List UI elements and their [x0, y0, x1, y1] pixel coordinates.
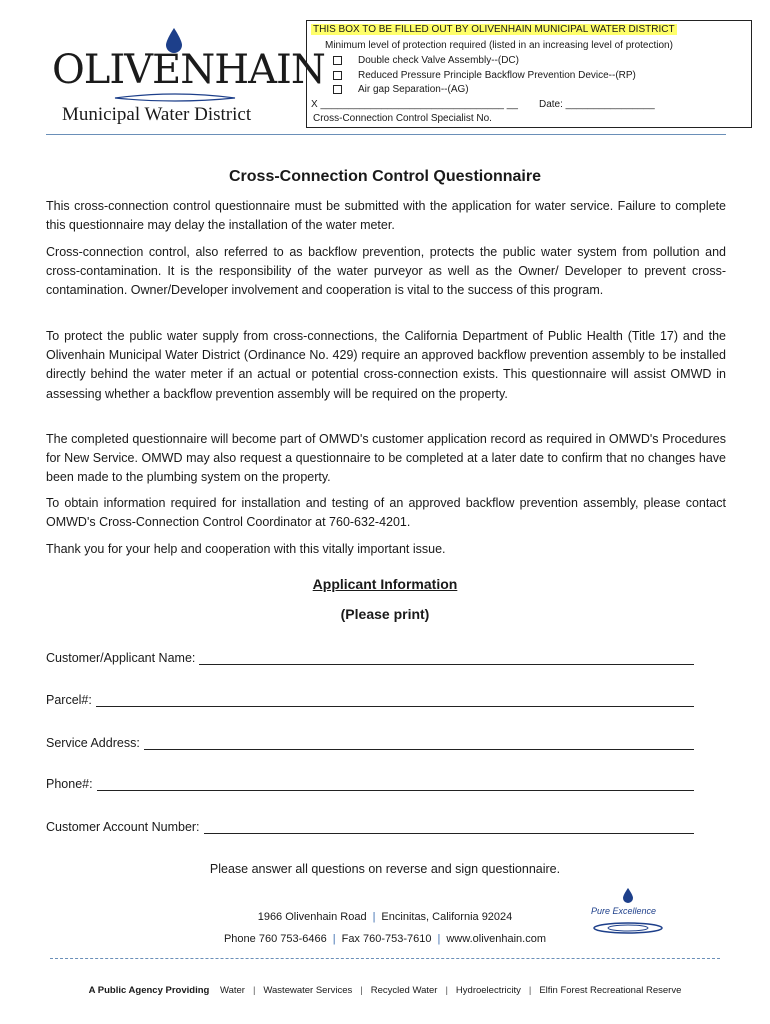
logo-name: OLIVENHAIN [52, 47, 325, 93]
district-logo [52, 28, 325, 133]
parcel-label: Parcel#: [46, 693, 92, 707]
date-line[interactable]: Date: ________________ [539, 99, 655, 110]
footer-city: Encinitas, California 92024 [381, 911, 513, 923]
phone-input[interactable] [97, 776, 694, 791]
service-wastewater: Wastewater Services [263, 985, 353, 996]
page-title: Cross-Connection Control Questionnaire [228, 168, 541, 185]
option-ag-label: Air gap Separation--(AG) [358, 84, 469, 95]
separator: | [372, 911, 376, 923]
parcel-input[interactable] [96, 692, 694, 707]
separator: | [332, 933, 336, 945]
checkbox-rp[interactable] [333, 71, 342, 80]
account-number-label: Customer Account Number: [46, 820, 200, 834]
pure-excellence-tagline: Pure Excellence [591, 906, 657, 916]
applicant-subheading: (Please print) [340, 606, 430, 622]
customer-name-label: Customer/Applicant Name: [46, 651, 196, 665]
phone-field[interactable] [46, 776, 694, 791]
parcel-field[interactable] [46, 692, 694, 707]
service-address-field[interactable] [46, 735, 694, 750]
separator: | [437, 933, 441, 945]
checkbox-dc[interactable] [333, 56, 342, 65]
separator: | [445, 985, 448, 996]
pure-drop-icon [623, 888, 633, 903]
separator: | [360, 985, 363, 996]
paragraph-intro: This cross-connection control questionnaire must be submitted with the application for water service. Failure to complete this questionnaire may delay the installation of the water meter. [46, 199, 726, 233]
separator: | [252, 985, 256, 996]
header-divider [46, 134, 726, 135]
reverse-note: Please answer all questions on reverse and sign questionnaire. [209, 862, 561, 876]
phone-label: Phone#: [46, 777, 93, 791]
account-number-field[interactable] [46, 819, 694, 834]
agency-label: A Public Agency Providing [88, 985, 210, 996]
paragraph-contact: To obtain information required for installation and testing of an approved backflow prevention assembly, please contact OMWD's Cross-Connection Control Coordinator at 760-632-4201. [46, 496, 726, 530]
paragraph-record: The completed questionnaire will become part of OMWD's customer application record as required in OMWD's Procedures for New Service. OMWD may also request a questionnaire to be completed at a later date to confirm that no changes have been made to the plumbing system on the property. [46, 432, 726, 485]
customer-name-input[interactable] [199, 650, 694, 665]
paragraph-definition: Cross-connection control, also referred to as backflow prevention, protects the public water system from pollution and cross-contamination. It is the responsibility of the water purveyor as well as the Owner/ Developer to prevent cross-contamination. Owner/Developer involvement and cooperation is vital to the success of this program. [46, 245, 726, 298]
district-box-header: THIS BOX TO BE FILLED OUT BY OLIVENHAIN MUNICIPAL WATER DISTRICT [313, 24, 675, 35]
option-dc-label: Double check Valve Assembly--(DC) [358, 55, 519, 66]
district-use-box [306, 20, 752, 128]
footer-phone: Phone 760 753-6466 [223, 933, 327, 945]
account-number-input[interactable] [204, 819, 694, 834]
option-rp[interactable] [333, 70, 636, 81]
option-dc[interactable] [333, 55, 519, 66]
service-address-input[interactable] [144, 735, 694, 750]
service-reserve: Elfin Forest Recreational Reserve [539, 985, 682, 996]
option-ag[interactable] [333, 84, 469, 95]
footer-street: 1966 Olivenhain Road [257, 911, 367, 923]
checkbox-ag[interactable] [333, 85, 342, 94]
service-hydro: Hydroelectricity [455, 985, 521, 996]
footer-fax: Fax 760-753-7610 [341, 933, 432, 945]
agency-services [0, 985, 770, 996]
service-address-label: Service Address: [46, 736, 140, 750]
footer-divider [50, 958, 720, 959]
protection-instruction: Minimum level of protection required (listed in an increasing level of protection) [325, 40, 673, 51]
paragraph-regulation: To protect the public water supply from cross-connections, the California Department of Public Health (Title 17) and the Olivenhain Municipal Water District (Ordinance No. 429) require an approved backflow prevention assembly to be installed directly behind the water meter if an actual or potential cross-connection exists. This questionnaire will assist OMWD in assessing whether a backflow prevention assembly will be required on the property. [46, 329, 726, 401]
separator: | [528, 985, 532, 996]
footer-website[interactable]: www.olivenhain.com [446, 933, 547, 945]
logo-subtitle: Municipal Water District [62, 104, 252, 125]
service-recycled: Recycled Water [370, 985, 438, 996]
paragraph-thanks: Thank you for your help and cooperation with this vitally important issue. [46, 542, 446, 556]
service-water: Water [219, 985, 245, 996]
logo-swoosh-icon [110, 92, 240, 104]
applicant-heading: Applicant Information [312, 576, 458, 592]
option-rp-label: Reduced Pressure Principle Backflow Prevention Device--(RP) [358, 70, 636, 81]
customer-name-field[interactable] [46, 650, 694, 665]
specialist-label: Cross-Connection Control Specialist No. [313, 113, 492, 124]
specialist-signature-line[interactable]: X _________________________________ __ [311, 99, 518, 110]
